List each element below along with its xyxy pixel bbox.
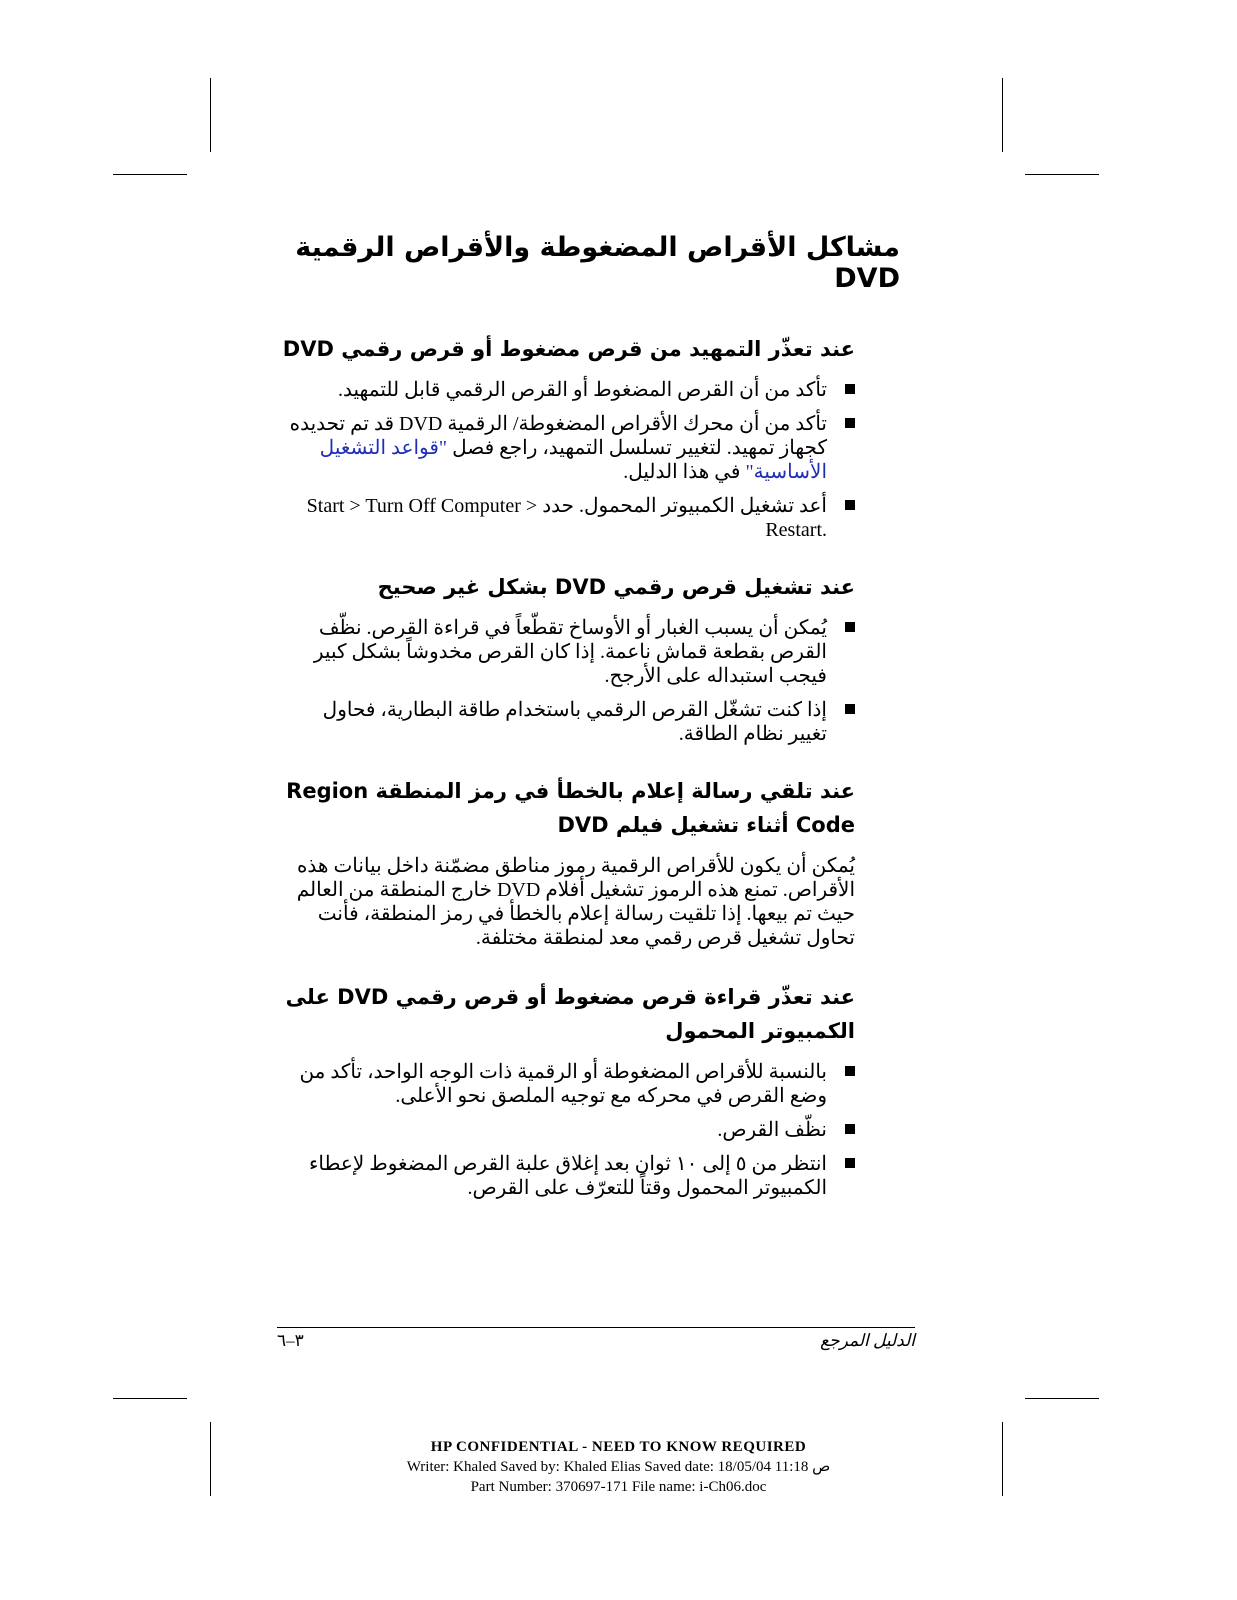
bullet-list [280, 616, 855, 746]
bullet-square-icon [845, 1158, 855, 1168]
menu-path: Start > Turn Off Computer > Restart. [306, 495, 827, 541]
list-item [280, 494, 855, 542]
list-item-text: بالنسبة للأقراص المضغوطة أو الرقمية ذات الوجه الواحد، تأكد من وضع القرص في محركه مع توجيه الملصق نحو الأعلى. [299, 1061, 827, 1107]
bullet-list [280, 378, 855, 542]
bullet-square-icon [845, 1124, 855, 1134]
bullet-list [280, 1060, 855, 1200]
crop-mark [1002, 78, 1003, 152]
confidential-notice: HP CONFIDENTIAL - NEED TO KNOW REQUIRED [430, 1439, 807, 1455]
list-item [280, 412, 855, 484]
list-item-text: أعد تشغيل الكمبيوتر المحمول. حدد [542, 495, 827, 517]
section-heading: عند تعذّر التمهيد من قرص مضغوط أو قرص رقمي DVD [282, 337, 855, 361]
list-item-text: تأكد من أن القرص المضغوط أو القرص الرقمي قابل للتمهيد. [338, 379, 827, 401]
crop-mark [113, 1398, 187, 1399]
bullet-square-icon [845, 1066, 855, 1076]
list-item-text: انتظر من ٥ إلى ١٠ ثوان بعد إغلاق علبة القرص المضغوط لإعطاء الكمبيوتر المحمول وقتاً للتعرّف على القرص. [308, 1153, 827, 1199]
bullet-square-icon [845, 418, 855, 428]
list-item [280, 1060, 855, 1108]
list-item-text: نظّف القرص. [717, 1119, 827, 1141]
page-content [280, 232, 900, 1228]
list-item-text: تأكد من أن محرك الأقراص المضغوطة/ الرقمية DVD قد تم تحديده كجهاز تمهيد. لتغيير تسلسل التمهيد، راجع فصل [289, 413, 827, 459]
confidential-block [0, 1437, 1237, 1497]
section-paragraph: يُمكن أن يكون للأقراص الرقمية رموز مناطق مضمّنة داخل بيانات هذه الأقراص. تمنع هذه الرموز تشغيل أفلام DVD خارج المنطقة من العالم حيث تم بيعها. إذا تلقيت رسالة إعلام بالخطأ في رمز المنطقة، فأنت تحاول تشغيل قرص رقمي معد لمنطقة مختلفة. [296, 855, 855, 949]
page-number: ٣–٦ [277, 1331, 304, 1350]
footer-divider [277, 1327, 915, 1328]
list-item [280, 616, 855, 688]
section-heading: عند تعذّر قراءة قرص مضغوط أو قرص رقمي DVD على الكمبيوتر المحمول [285, 985, 855, 1043]
list-item [280, 1118, 855, 1142]
bullet-square-icon [845, 622, 855, 632]
file-info: Part Number: 370697-171 File name: i-Ch06.doc [470, 1479, 767, 1495]
list-item-text: يُمكن أن يسبب الغبار أو الأوساخ تقطّعاً في قراءة القرص. نظّف القرص بقطعة قماش ناعمة. إذا كان القرص مخدوشاً بشكل كبير فيجب استبداله على الأرجح. [313, 617, 827, 687]
bullet-square-icon [845, 384, 855, 394]
list-item-text-tail: في هذا الدليل. [623, 461, 746, 483]
crop-mark [1025, 174, 1099, 175]
bullet-square-icon [845, 500, 855, 510]
crop-mark [1025, 1398, 1099, 1399]
writer-info: Writer: Khaled Saved by: Khaled Elias Saved date: 18/05/04 11:18 ص [406, 1459, 831, 1475]
list-item [280, 378, 855, 402]
guide-name: الدليل المرجع [820, 1331, 915, 1350]
list-item [280, 698, 855, 746]
page-title: مشاكل الأقراص المضغوطة والأقراص الرقمية DVD [295, 232, 900, 294]
section-heading: عند تلقي رسالة إعلام بالخطأ في رمز المنطقة Region Code أثناء تشغيل فيلم DVD [286, 779, 855, 837]
crop-mark [210, 78, 211, 152]
section-heading: عند تشغيل قرص رقمي DVD بشكل غير صحيح [377, 575, 855, 599]
basic-operations-link[interactable]: "قواعد التشغيل الأساسية" [319, 437, 827, 483]
crop-mark [113, 174, 187, 175]
list-item [280, 1152, 855, 1200]
bullet-square-icon [845, 704, 855, 714]
list-item-text: إذا كنت تشغّل القرص الرقمي باستخدام طاقة البطارية، فحاول تغيير نظام الطاقة. [322, 699, 827, 745]
